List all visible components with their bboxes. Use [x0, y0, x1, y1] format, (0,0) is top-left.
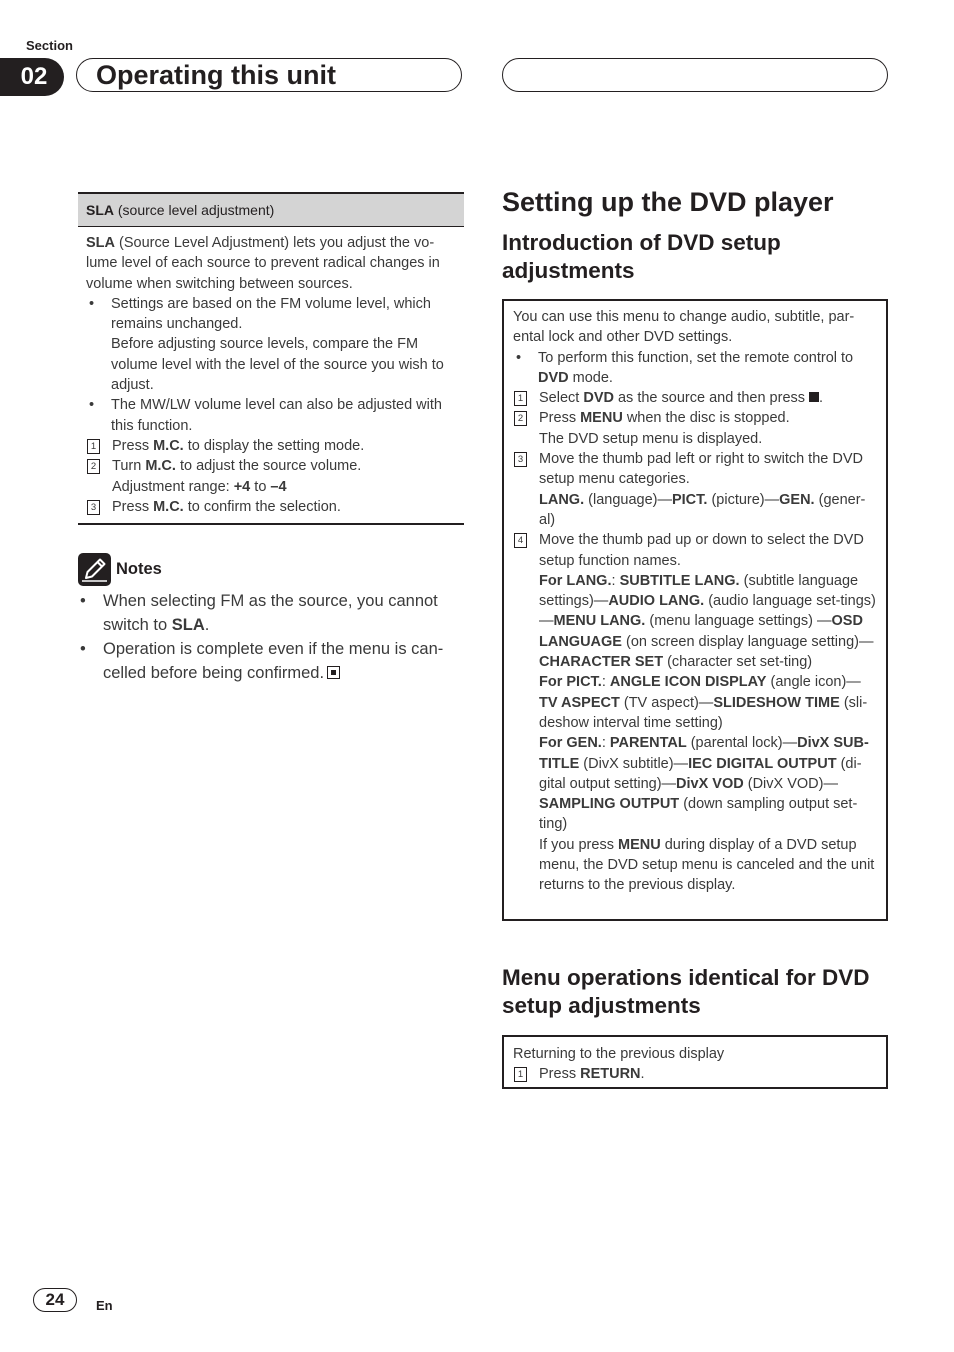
step-item: 4 Move the thumb pad up or down to select the DVD setup function names. For LANG.: SUBTITLE LANG. (subtitle language settings)—AUDIO LANG. (audio language set-tings)—MENU LANG. (menu language settings) —OSD LANGUAGE (on screen display language setting)—CHARACTER SET (character set set-ting) For PICT.: ANGLE ICON DISPLAY (angle icon)—TV ASPECT (TV aspect)—SLIDESHOW TIME (sli-deshow interval time setting) For GEN.: PARENTAL (parental lock)—DivX SUB-TITLE (DivX subtitle)—IEC DIGITAL OUTPUT (di-gital output setting)—DivX VOD (DivX VOD)—SAMPLING OUTPUT (down sampling output set-ting) If you press MENU during display of a DVD setup menu, the DVD setup menu is canceled and the unit returns to the previous display.: [513, 530, 877, 895]
section-heading: Setting up the DVD player: [502, 187, 834, 217]
dvd-intro: You can use this menu to change audio, subtitle, par-ental lock and other DVD settings.: [513, 309, 855, 346]
sla-intro: SLA (Source Level Adjustment) lets you adjust the vo-lume level of each source to prevent radical changes in volume when switching between sources.: [86, 235, 440, 292]
end-mark-icon: [327, 666, 340, 679]
sla-box: [78, 192, 464, 525]
subsection-heading: Introduction of DVD setup adjustments: [502, 230, 781, 283]
notes-title: Notes: [116, 560, 162, 578]
subsection-heading: Menu operations identical for DVD setup adjustments: [502, 965, 870, 1018]
note-item: • When selecting FM as the source, you cannot switch to SLA.: [78, 589, 466, 637]
step-item: 3 Move the thumb pad left or right to switch the DVD setup menu categories. LANG. (language)—PICT. (picture)—GEN. (gener-al): [513, 449, 877, 530]
step-item: 1 Press M.C. to display the setting mode.: [86, 436, 456, 456]
language-code: En: [96, 1298, 113, 1313]
section-number: 02: [0, 58, 64, 96]
section-label: Section: [26, 38, 73, 53]
page-number: 24: [33, 1288, 77, 1312]
category-list: LANG. (language)—PICT. (picture)—GEN. (gener-al): [539, 491, 866, 528]
gen-functions: For GEN.: PARENTAL (parental lock)—DivX SUB-TITLE (DivX subtitle)—IEC DIGITAL OUTPUT (di-gital output setting)—DivX VOD (DivX VOD)—SAMPLING OUTPUT (down sampling output set-ting): [539, 735, 869, 833]
sla-box-heading: SLA (source level adjustment): [78, 194, 464, 227]
list-item: • The MW/LW volume level can also be adjusted with this function.: [86, 395, 456, 436]
step-item: 3 Press M.C. to confirm the selection.: [86, 497, 456, 517]
note-item: • Operation is complete even if the menu is can-celled before being confirmed.: [78, 637, 466, 685]
notes-list: [78, 589, 466, 685]
dvd-setup-box: [502, 299, 888, 921]
adjustment-range: Adjustment range: +4 to –4: [112, 478, 287, 495]
right-header-frame: [502, 58, 888, 92]
menu-cancel-note: If you press MENU during display of a DVD setup menu, the DVD setup menu is canceled and the unit returns to the previous display.: [539, 836, 875, 894]
return-box: [502, 1035, 888, 1089]
step-item: 2 Turn M.C. to adjust the source volume. Adjustment range: +4 to –4: [86, 456, 456, 497]
stop-icon: [809, 392, 819, 402]
pencil-icon: [78, 553, 111, 586]
list-item: • To perform this function, set the remote control to DVD mode.: [513, 348, 877, 389]
step-item: 2 Press MENU when the disc is stopped. The DVD setup menu is displayed.: [513, 408, 877, 449]
pict-functions: For PICT.: ANGLE ICON DISPLAY (angle icon)—TV ASPECT (TV aspect)—SLIDESHOW TIME (sli-deshow interval time setting): [539, 674, 868, 731]
sla-box-body: [78, 227, 464, 523]
lang-functions: For LANG.: SUBTITLE LANG. (subtitle language settings)—AUDIO LANG. (audio language set-tings)—MENU LANG. (menu language settings) —OSD LANGUAGE (on screen display language setting)—CHARACTER SET (character set set-ting): [539, 572, 876, 671]
page-title: Operating this unit: [96, 60, 336, 90]
step-item: 1 Select DVD as the source and then press .: [513, 388, 877, 408]
step-item: 1 Press RETURN.: [513, 1064, 877, 1084]
return-box-title: Returning to the previous display: [513, 1046, 725, 1062]
list-item: • Settings are based on the FM volume level, which remains unchanged. Before adjusting source levels, compare the FM volume level with the level of the source you wish to adjust.: [86, 294, 456, 395]
